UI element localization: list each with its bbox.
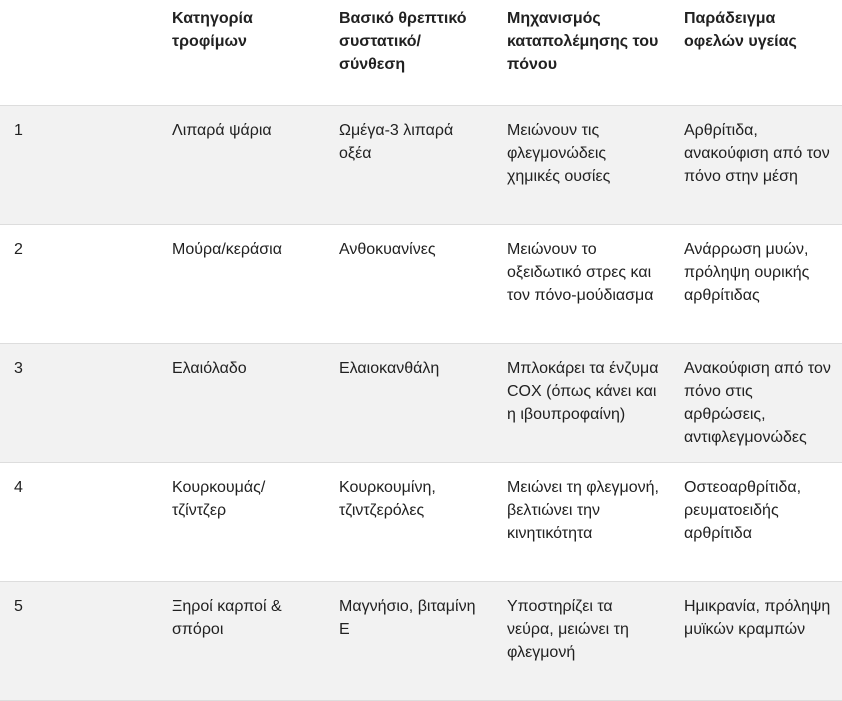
cell-health-benefit: Ημικρανία, πρόληψη μυϊκών κραμπών [684, 597, 831, 638]
cell-food-category: Ελαιόλαδο [172, 359, 247, 377]
header-index [0, 0, 158, 105]
cell-index: 3 [14, 359, 23, 377]
cell-health-benefit: Αρθρίτιδα, ανακούφιση από τον πόνο στην μέση [684, 121, 830, 185]
table-row [0, 343, 842, 462]
cell-food-category: Κουρκουμάς/ τζίντζερ [172, 478, 266, 519]
cell-food-category: Ξηροί καρποί & σπόροι [172, 597, 282, 638]
cell-health-benefit: Οστεοαρθρίτιδα, ρευματοειδής αρθρίτιδα [684, 478, 802, 542]
table-row [0, 105, 842, 224]
header-food-category: Κατηγορία τροφίμων [172, 10, 253, 50]
cell-index: 5 [14, 597, 23, 615]
cell-key-nutrient: Ωμέγα-3 λιπαρά οξέα [339, 121, 454, 162]
header-mechanism: Μηχανισμός καταπολέμησης του πόνου [507, 10, 659, 73]
cell-health-benefit: Ανακούφιση από τον πόνο στις αρθρώσεις, αντιφλεγμονώδες [684, 359, 831, 446]
cell-index: 4 [14, 478, 23, 496]
cell-mechanism: Μπλοκάρει τα ένζυμα COX (όπως κάνει και η ιβουπροφαίνη) [507, 359, 659, 423]
table-row [0, 462, 842, 581]
cell-mechanism: Μειώνει τη φλεγμονή, βελτιώνει την κινητικότητα [507, 478, 659, 542]
cell-index: 2 [14, 240, 23, 258]
cell-food-category: Μούρα/κεράσια [172, 240, 282, 258]
cell-food-category: Λιπαρά ψάρια [172, 121, 272, 139]
cell-index: 1 [14, 121, 23, 139]
cell-key-nutrient: Ανθοκυανίνες [339, 240, 436, 258]
cell-health-benefit: Ανάρρωση μυών, πρόληψη ουρικής αρθρίτιδας [684, 240, 810, 304]
header-key-nutrient: Βασικό θρεπτικό συστατικό/ σύνθεση [339, 10, 467, 73]
cell-key-nutrient: Ελαιοκανθάλη [339, 359, 440, 377]
header-health-benefit: Παράδειγμα οφελών υγείας [684, 10, 797, 50]
cell-mechanism: Υποστηρίζει τα νεύρα, μειώνει τη φλεγμονή [507, 597, 629, 661]
cell-mechanism: Μειώνουν το οξειδωτικό στρες και τον πόνο-μούδιασμα [507, 240, 654, 304]
cell-mechanism: Μειώνουν τις φλεγμονώδεις χημικές ουσίες [507, 121, 611, 185]
cell-key-nutrient: Μαγνήσιο, βιταμίνη Ε [339, 597, 476, 638]
cell-key-nutrient: Κουρκουμίνη, τζιντζερόλες [339, 478, 436, 519]
table-header-row [0, 0, 842, 105]
table-row [0, 581, 842, 700]
table-row [0, 224, 842, 343]
